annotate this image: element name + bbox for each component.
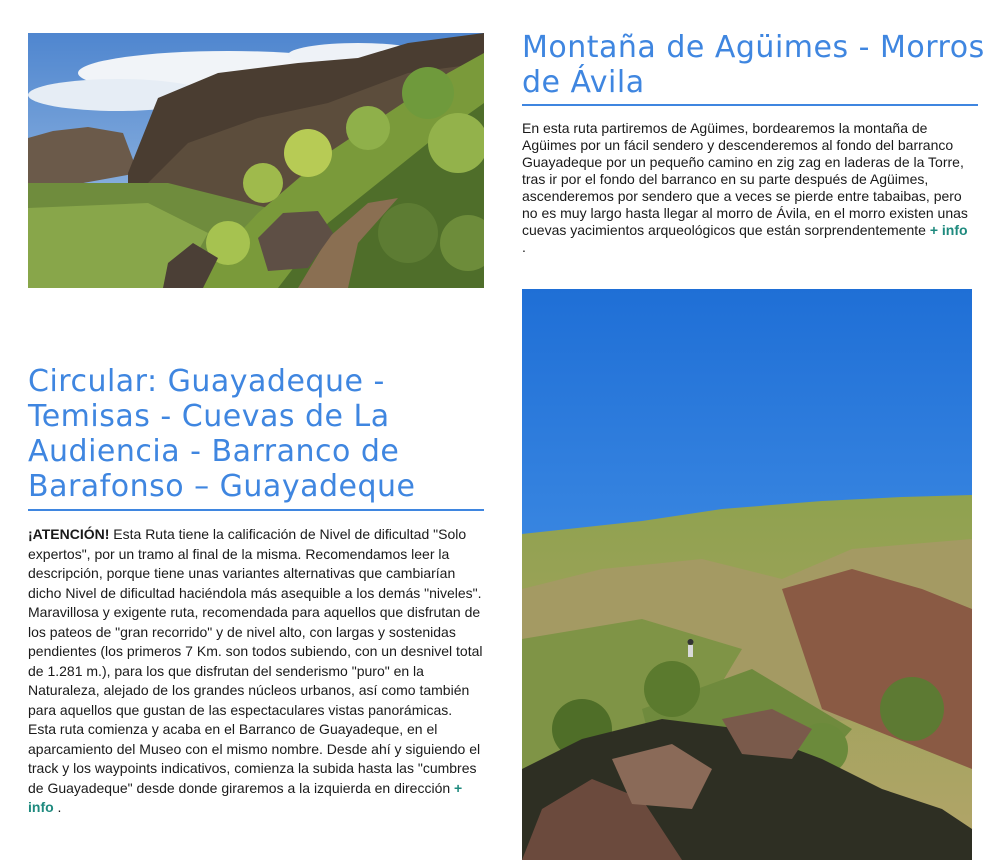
route-1-trailing-period: .	[522, 239, 526, 255]
route-1-photo-illustration	[28, 33, 484, 288]
route-2-description-text: Esta Ruta tiene la calificación de Nivel de dificultad "Solo expertos", por un tramo al final de la misma. Recomendamos leer la descripción, porque tiene unas variantes alternativas que cambiarían dicho Nivel de dificultad haciéndola más asequible a los demás "niveles". Maravillosa y exigente ruta, recomendada para aquellos que disfrutan de los pateos de "gran recorrido" y de nivel alto, con largas y sostenidas pendientes (los primeros 7 Km. son todos subiendo, con un desnivel total de 1.281 m.), para los que disfrutan del senderismo "puro" en la Naturaleza, alejado de los grandes núcleos urbanos, así como también para aquellos que gustan de las espectaculares vistas panorámicas. Esta ruta comienza y acaba en el Barranco de Guayadeque, en el aparcamiento del Museo con el mismo nombre. Desde ahí y siguiendo el track y los waypoints indicativos, comienza la subida hasta las "cumbres de Guayadeque" desde donde giraremos a la izquierda en dirección	[28, 526, 483, 796]
route-2-photo[interactable]	[522, 289, 972, 860]
route-2-warning: ¡ATENCIÓN!	[28, 526, 110, 542]
route-1-info-link[interactable]: + info	[929, 222, 968, 238]
route-1-divider	[522, 104, 978, 106]
route-2-info-link[interactable]: + info	[28, 779, 463, 815]
route-1-description	[522, 120, 974, 256]
route-2-trailing-period: .	[57, 799, 62, 815]
route-1-title[interactable]: Montaña de Agüimes - Morros de Ávila	[522, 30, 985, 100]
route-1-photo[interactable]	[28, 33, 484, 288]
route-2-description	[28, 525, 484, 818]
route-2-photo-illustration	[522, 289, 972, 860]
route-2-title[interactable]: Circular: Guayadeque - Temisas - Cuevas de La Audiencia - Barranco de Barafonso – Guayadeque	[28, 364, 416, 504]
route-2-divider	[28, 509, 484, 511]
route-1-description-text: En esta ruta partiremos de Agüimes, bordearemos la montaña de Agüimes por un fácil sendero y descenderemos al fondo del barranco Guayadeque por un pequeño camino en zig zag en laderas de la Torre, tras ir por el fondo del barranco en su parte después de Agüimes, ascenderemos por sendero que a veces se pierde entre tabaibas, pero no es muy largo hasta llegar al morro de Ávila, en el morro existen unas cuevas yacimientos arqueológicos que están sorprendentemente	[522, 120, 968, 238]
